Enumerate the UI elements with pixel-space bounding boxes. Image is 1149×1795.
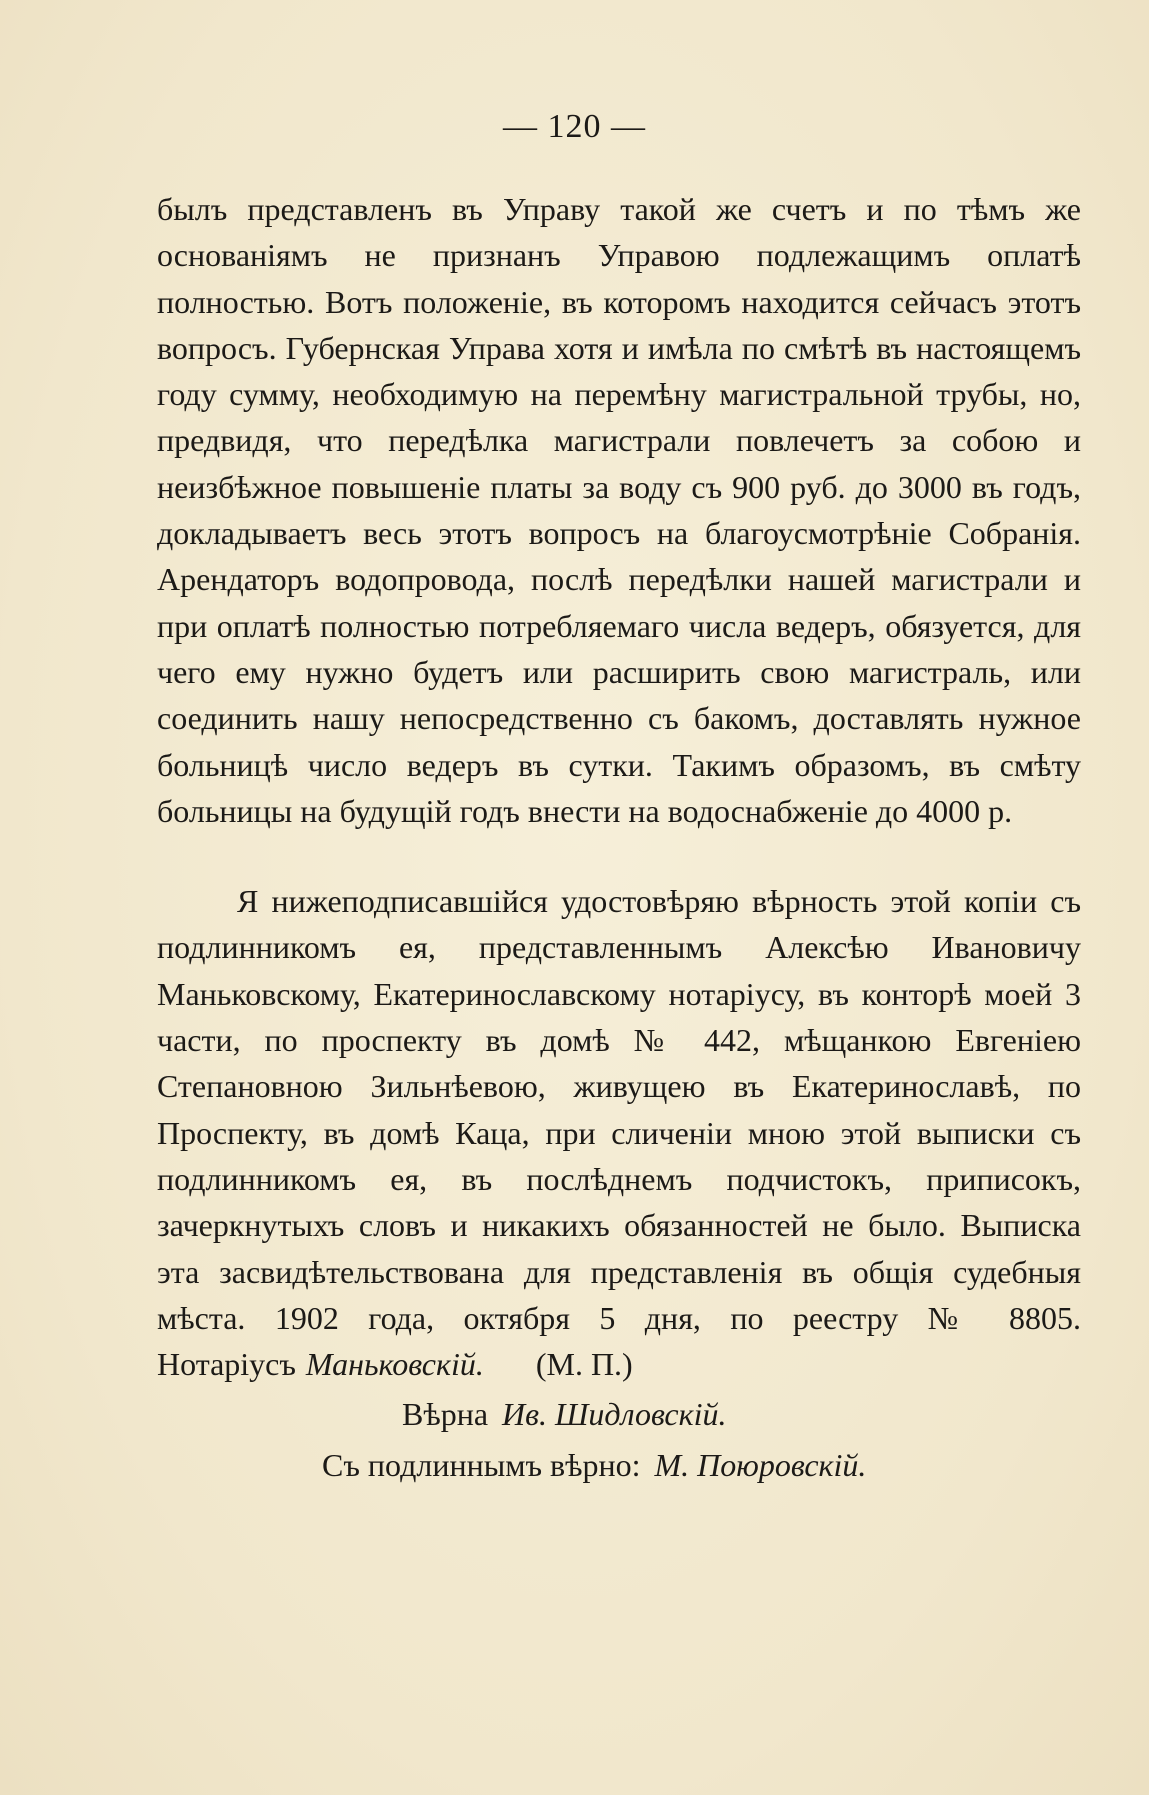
signature-1-name: Ив. Шидловскій. bbox=[502, 1396, 727, 1433]
signature-line-2 bbox=[157, 1442, 1081, 1488]
page-number: — 120 — bbox=[503, 108, 646, 145]
certification-text: Я нижеподписавшійся удостовѣряю вѣрность этой копіи съ подлинникомъ ея, представленнымъ Алексѣю Ивановичу Маньковскому, Екатеринославскому нотаріусу, въ конторѣ моей 3 части, по проспекту въ домѣ № 442, мѣщанкою Евгеніею Степановною Зильнѣевою, живущею въ Екатеринославѣ, по Проспекту, въ домѣ Каца, при сличеніи мною этой выписки съ подлинникомъ ея, въ послѣднемъ подчистокъ, приписокъ, зачеркнутыхъ словъ и никакихъ обязанностей не было. Выписка эта засвидѣтельствована для представленія въ общія судебныя мѣста. 1902 года, октября 5 дня, по реестру № 8805. Нотаріусъ bbox=[157, 883, 1081, 1383]
signature-2-prefix: Съ подлиннымъ вѣрно: bbox=[322, 1446, 641, 1483]
document-body bbox=[157, 186, 1081, 1488]
signature-1-prefix: Вѣрна bbox=[402, 1396, 489, 1433]
notary-name: Маньковскій. bbox=[305, 1346, 484, 1383]
paragraph-notary-certification bbox=[157, 878, 1081, 1387]
paragraph-water-supply: былъ представленъ въ Управу такой же счетъ и по тѣмъ же основаніямъ не признанъ Управою подлежащимъ оплатѣ полностью. Вотъ положеніе, въ которомъ находится сейчасъ этотъ вопросъ. Губернская Управа хотя и имѣла по смѣтѣ въ настоящемъ году сумму, необходимую на перемѣну магистральной трубы, но, предвидя, что передѣлка магистрали повлечетъ за собою и неизбѣжное повышеніе платы за воду съ 900 руб. до 3000 въ годъ, докладываетъ весь этотъ вопросъ на благоусмотрѣніе Собранія. Арендаторъ водопровода, послѣ передѣлки нашей магистрали и при оплатѣ полностью потребляемаго числа ведеръ, обязуется, для чего ему нужно будетъ или расширить свою магистраль, или соединить нашу непосредственно съ бакомъ, доставлять нужное больницѣ число ведеръ въ сутки. Такимъ образомъ, въ смѣту больницы на будущій годъ внести на водоснабженіе до 4000 р. bbox=[157, 191, 1081, 829]
seal-mark: (М. П.) bbox=[535, 1346, 633, 1383]
signature-2-name: М. Поюровскій. bbox=[654, 1446, 867, 1483]
signature-line-1 bbox=[157, 1391, 1081, 1437]
